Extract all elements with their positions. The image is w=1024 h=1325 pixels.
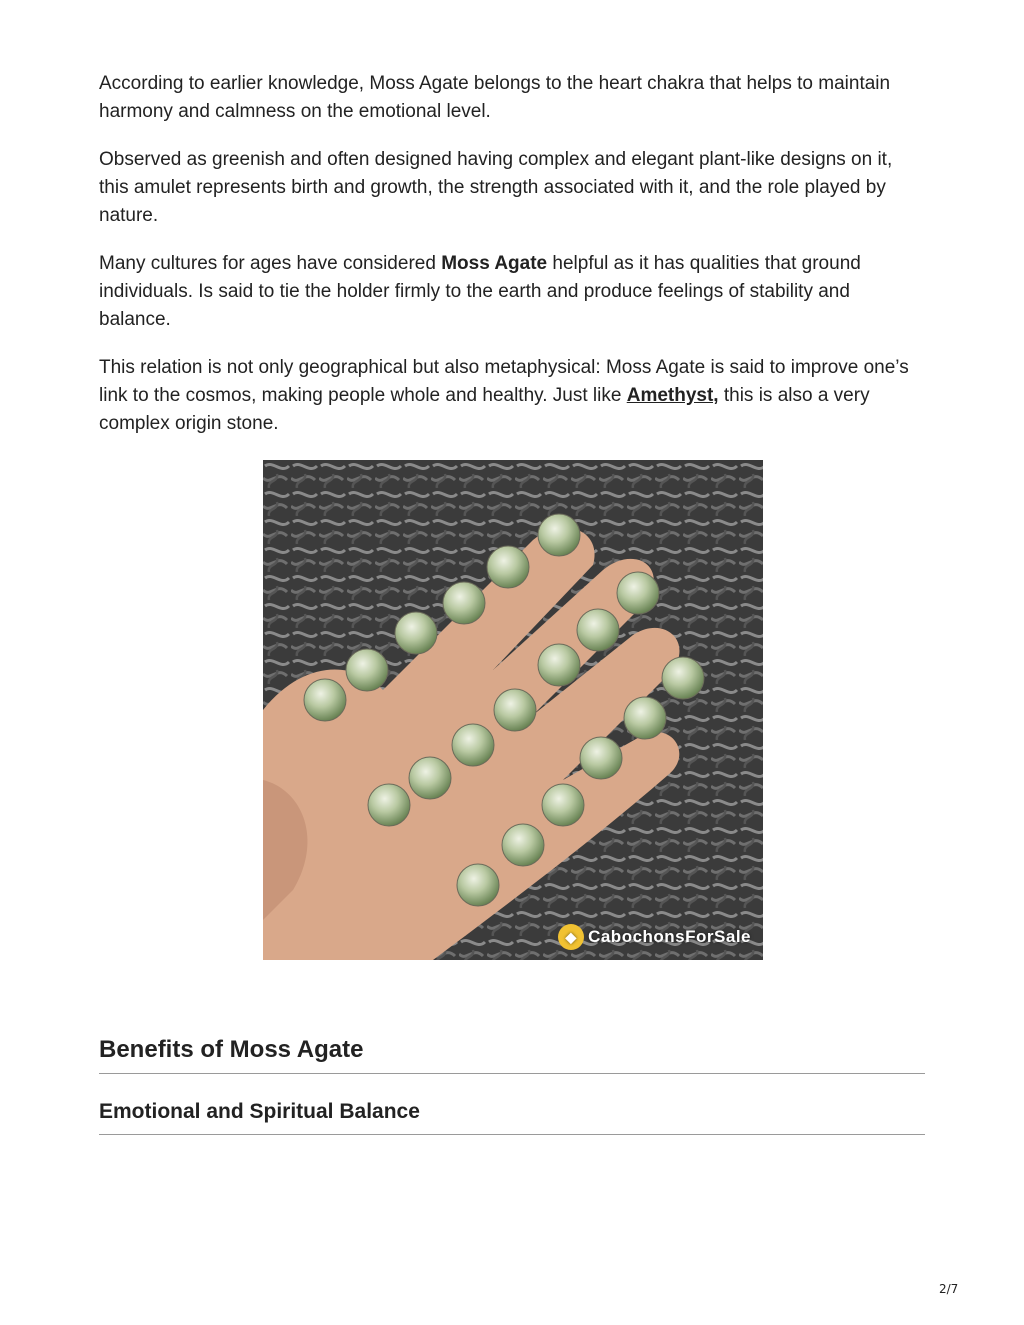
benefits-heading: Benefits of Moss Agate — [99, 1036, 925, 1074]
amethyst-link[interactable]: Amethyst, — [626, 385, 719, 406]
moss-agate-emphasis: Moss Agate — [441, 253, 548, 274]
paragraph-metaphysical — [99, 354, 925, 438]
paragraph-metaphysical-text-1: This relation is not only geographical but also metaphysical: Moss Agate is said to improve one’s link to the cosmos, making people whole and healthy. Just like — [99, 357, 909, 406]
moss-agate-photo-illustration — [263, 460, 763, 960]
paragraph-heart-chakra: According to earlier knowledge, Moss Agate belongs to the heart chakra that helps to maintain harmony and calmness on the emotional level. — [99, 73, 891, 122]
paragraph-cultures-text-2: helpful as it has qualities that ground individuals. Is said to tie the holder firmly to the earth and produce feelings of stability and balance. — [99, 253, 861, 330]
paragraph-metaphysical-text-2: this is also a very complex origin stone. — [99, 385, 870, 434]
article-body — [99, 70, 925, 458]
page-number: 2/7 — [939, 1282, 959, 1296]
paragraph-cultures — [99, 250, 925, 334]
photo-watermark — [558, 924, 751, 950]
moss-agate-photo — [263, 460, 763, 960]
emotional-balance-heading: Emotional and Spiritual Balance — [99, 1100, 925, 1135]
gem-icon: ◆ — [558, 924, 584, 950]
paragraph-cultures-text-1: Many cultures for ages have considered — [99, 253, 442, 274]
watermark-text: CabochonsForSale — [588, 927, 751, 946]
paragraph-appearance: Observed as greenish and often designed having complex and elegant plant-like designs on it, this amulet represents birth and growth, the strength associated with it, and the role played by nature. — [99, 149, 893, 226]
